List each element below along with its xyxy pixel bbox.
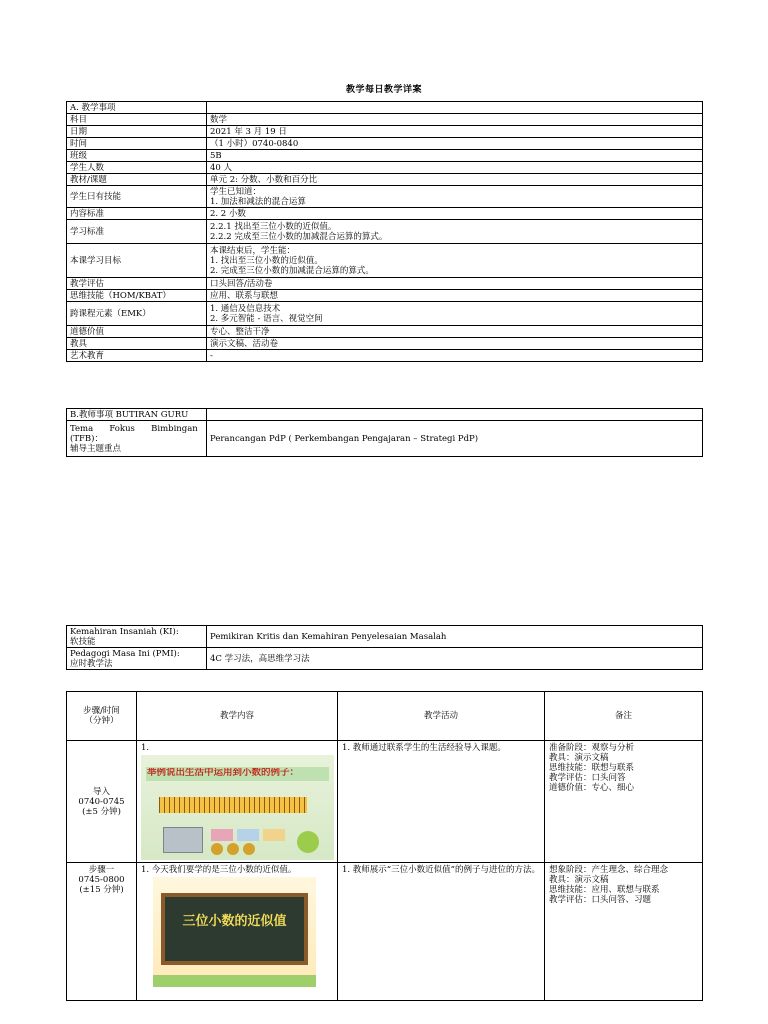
content-cell: [137, 741, 338, 863]
tfb-label: [67, 421, 207, 457]
header-content: 教学内容: [137, 692, 338, 741]
row-value: 单元 2: 分数、小数和百分比: [207, 174, 703, 186]
coin-icon: [211, 843, 223, 855]
page-title: 教学每日教学详案: [345, 85, 422, 95]
step-time: 0740-0745: [78, 796, 125, 807]
row-label: 学习标准: [67, 220, 207, 244]
tfb-label-line: 辅导主题重点: [70, 443, 122, 454]
row-value: 口头回答/活动卷: [207, 278, 703, 290]
row-value: -: [207, 350, 703, 362]
value-line: 学生已知道：: [210, 186, 262, 197]
step-cell: [67, 863, 137, 1001]
step-duration: (±15 分钟): [79, 885, 124, 895]
row-value: 专心、整洁干净: [207, 326, 703, 338]
row-value: 应用、联系与联想: [207, 290, 703, 302]
step-cell: [67, 741, 137, 863]
content-cell: [137, 863, 338, 1001]
row-label: 思维技能（HOM/KBAT）: [67, 290, 207, 302]
header-step-time: [67, 692, 137, 741]
ki-value: Pemikiran Kritis dan Kemahiran Penyelesaian Masalah: [207, 626, 703, 648]
pmi-label: [67, 648, 207, 670]
ki-label: [67, 626, 207, 648]
row-label: 跨课程元素（EMK）: [67, 302, 207, 326]
row-value: 5B: [207, 150, 703, 162]
header-activity: 教学活动: [338, 692, 545, 741]
notes-cell: [545, 863, 703, 1001]
note-line: 准备阶段：观察与分析: [549, 743, 635, 753]
header-step-time-line: （分钟）: [84, 716, 119, 726]
row-label: 日期: [67, 126, 207, 138]
row-value: [207, 186, 703, 208]
row-value: 演示文稿、活动卷: [207, 338, 703, 350]
skills-table: [66, 625, 703, 670]
step-time: 0745-0800: [78, 875, 125, 885]
row-label: 科目: [67, 114, 207, 126]
value-line: 2.2.2 完成至三位小数的加减混合运算的算式。: [210, 231, 388, 242]
row-label: 学生人数: [67, 162, 207, 174]
row-label: 教学评估: [67, 278, 207, 290]
row-value: （1 小时）0740-0840: [207, 138, 703, 150]
value-line: 1. 找出至三位小数的近似值。: [210, 255, 323, 266]
tfb-value: Perancangan PdP ( Perkembangan Pengajaran – Strategi PdP): [207, 421, 703, 457]
note-line: 道德价值：专心、细心: [549, 783, 635, 793]
step-name: 导入: [92, 786, 110, 797]
section-b-table: [66, 408, 703, 457]
row-label: 班级: [67, 150, 207, 162]
step-duration: (±5 分钟): [82, 806, 121, 817]
banknote-icon: [263, 829, 285, 841]
banknote-icon: [237, 829, 259, 841]
header-step-time-line: 步骤/时间: [83, 706, 120, 716]
value-line: 1. 通信及信息技术: [210, 303, 281, 314]
content-number: 1. 今天我们要学的是三位小数的近似值。: [141, 865, 297, 875]
ruler-icon: [159, 797, 307, 813]
note-line: 思维技能：联想与联系: [549, 763, 635, 773]
value-line: 2. 多元智能 - 语言、视觉空间: [210, 313, 323, 324]
pmi-value: 4C 学习法，高思维学习法: [207, 648, 703, 670]
row-label: 本课学习目标: [67, 244, 207, 278]
row-label: 时间: [67, 138, 207, 150]
note-line: 教学评估：口头问答: [549, 773, 626, 783]
row-value: 2. 2 小数: [207, 208, 703, 220]
note-line: 教学评估：口头问答、习题: [549, 895, 652, 905]
note-line: 教具：演示文稿: [549, 875, 609, 885]
blackboard-icon: [161, 893, 308, 965]
tfb-label-line: (TFB)：: [70, 433, 103, 444]
ki-label-zh: 软技能: [70, 636, 96, 647]
section-a-table: [66, 101, 703, 362]
row-value: 40 人: [207, 162, 703, 174]
step-name: 步骤一: [88, 865, 115, 875]
row-value: [207, 220, 703, 244]
value-line: 2.2.1 找出至三位小数的近似值。: [210, 221, 337, 232]
coin-icon: [243, 843, 255, 855]
row-label: 道德价值: [67, 326, 207, 338]
slide-banner-text: 举例说出生活中运用到小数的例子：: [147, 768, 300, 778]
row-label: 教具: [67, 338, 207, 350]
content-number: 1.: [141, 743, 150, 753]
row-label: 教材/课题: [67, 174, 207, 186]
notes-cell: [545, 741, 703, 863]
value-line: 1. 加法和减法的混合运算: [210, 196, 306, 207]
pmi-label-en: Pedagogi Masa Ini (PMI):: [70, 648, 180, 659]
row-label: 学生曰有技能: [67, 186, 207, 208]
note-line: 思维技能：应用、联想与联系: [549, 885, 660, 895]
value-line: 本课结束后，学生能：: [210, 245, 296, 256]
tfb-label-line: Tema Fokus Bimbingan: [70, 423, 198, 434]
row-label: 艺术教育: [67, 350, 207, 362]
note-line: 教具：演示文稿: [549, 753, 609, 763]
note-line: 想象阶段：产生理念、综合理念: [549, 865, 669, 875]
activity-cell: 1. 教师通过联系学生的生活经验导入课题。: [338, 741, 545, 863]
coin-icon: [227, 843, 239, 855]
grass-decoration: [153, 975, 316, 987]
activity-cell: 1. 教师展示“三位小数近似值”的例子与进位的方法。: [338, 863, 545, 1001]
lesson-plan-table: [66, 691, 703, 1001]
row-value: 数学: [207, 114, 703, 126]
ki-label-en: Kemahiran Insaniah (KI):: [70, 626, 179, 637]
row-value: [207, 302, 703, 326]
slide-image-blackboard: [153, 877, 316, 987]
row-label: 内容标准: [67, 208, 207, 220]
row-value: [207, 244, 703, 278]
fruit-icon: [297, 831, 319, 853]
slide-image-decimals-examples: [141, 755, 334, 860]
banknote-icon: [211, 829, 233, 841]
blackboard-text: 三位小数的近似值: [182, 914, 287, 929]
row-value: 2021 年 3 月 19 日: [207, 126, 703, 138]
weighing-scale-icon: [163, 827, 203, 853]
section-a-header: A. 教学事项: [67, 102, 207, 114]
header-notes: 备注: [545, 692, 703, 741]
value-line: 2. 完成至三位小数的加减混合运算的算式。: [210, 265, 374, 276]
pmi-label-zh: 应时教学法: [70, 658, 113, 669]
section-b-header: B.教师事项 BUTIRAN GURU: [67, 409, 207, 421]
